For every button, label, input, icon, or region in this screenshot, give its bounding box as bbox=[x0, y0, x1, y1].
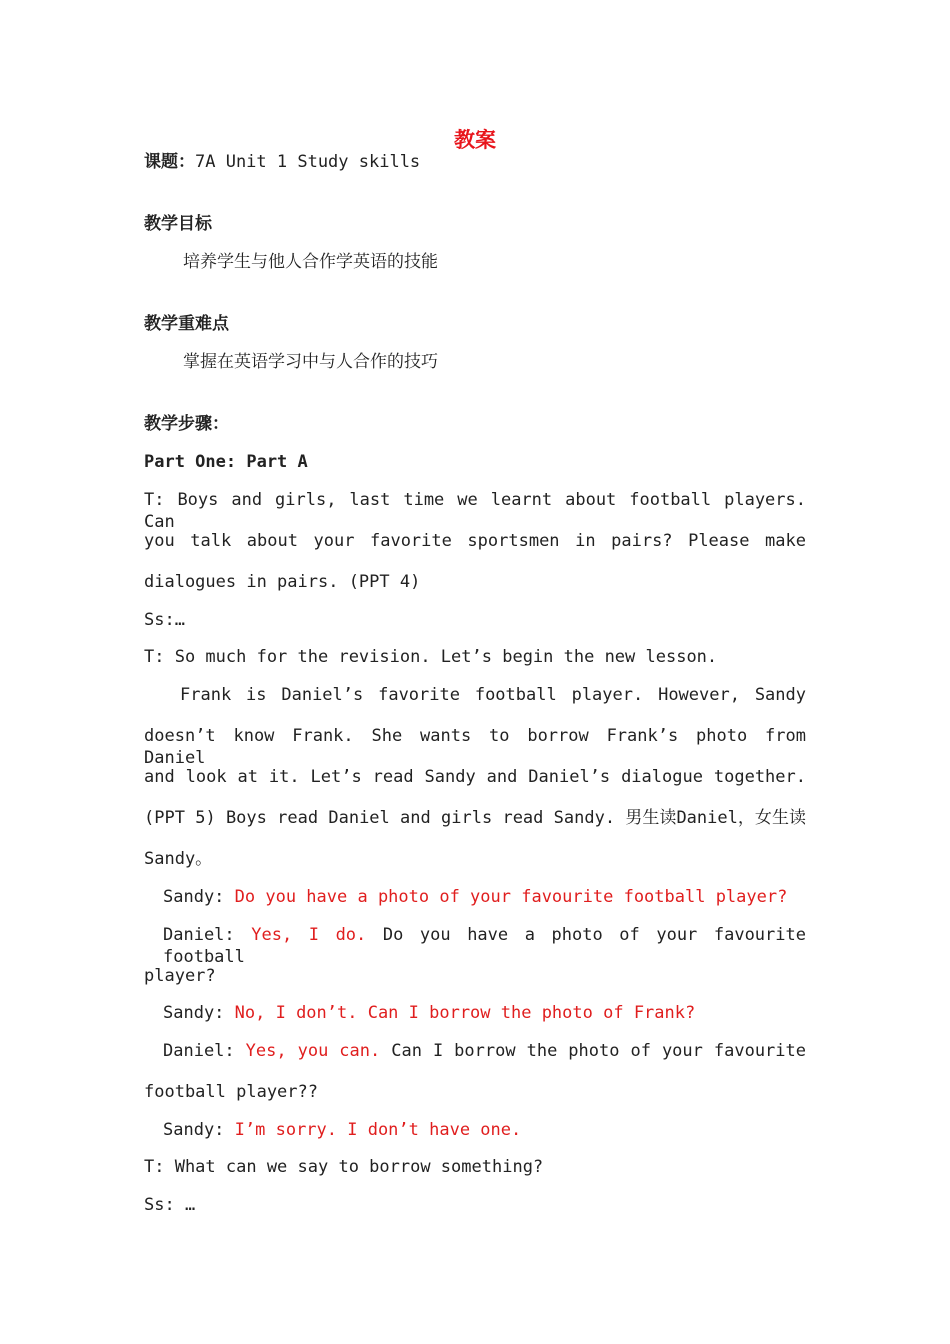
dialogue-speaker: Daniel: bbox=[163, 1041, 246, 1061]
students-response-2: Ss: … bbox=[144, 1195, 196, 1215]
dialogue-line-2-cont: player? bbox=[144, 966, 216, 986]
part-one-heading: Part One: Part A bbox=[144, 452, 308, 472]
dialogue-red-text: Yes, I do. bbox=[251, 925, 367, 945]
dialogue-red-text: Yes, you can. bbox=[245, 1041, 381, 1061]
story-line-4: (PPT 5) Boys read Daniel and girls read Sandy. 男生读Daniel，女生读 bbox=[144, 808, 806, 828]
teacher-revision-line: T: So much for the revision. Let’s begin the new lesson. bbox=[144, 647, 718, 667]
story-line-3: and look at it. Let’s read Sandy and Daniel’s dialogue together. bbox=[144, 767, 806, 787]
dialogue-speaker: Sandy: bbox=[163, 1120, 235, 1140]
dialogue-red-text: Do you have a photo of your favourite football player? bbox=[234, 887, 788, 907]
dialogue-line-2 bbox=[163, 924, 806, 968]
keypoints-heading: 教学重难点 bbox=[144, 314, 229, 334]
objectives-heading: 教学目标 bbox=[144, 214, 212, 234]
objectives-text: 培养学生与他人合作学英语的技能 bbox=[183, 252, 438, 272]
dialogue-red-text: No, I don’t. Can I borrow the photo of Frank? bbox=[234, 1003, 696, 1023]
intro-line-3: dialogues in pairs. (PPT 4) bbox=[144, 572, 421, 592]
dialogue-speaker: Sandy: bbox=[163, 1003, 235, 1023]
page-title: 教案 bbox=[454, 128, 496, 152]
topic-value: 7A Unit 1 Study skills bbox=[195, 152, 421, 172]
dialogue-text: Do you have a photo of your favourite football bbox=[163, 925, 806, 967]
story-line-1: Frank is Daniel’s favorite football player. However, Sandy bbox=[180, 685, 806, 705]
dialogue-line-5 bbox=[163, 1119, 521, 1141]
story-line-2: doesn’t know Frank. She wants to borrow Frank’s photo from Daniel bbox=[144, 726, 806, 768]
dialogue-line-1 bbox=[163, 886, 787, 908]
story-line-5: Sandy。 bbox=[144, 849, 213, 869]
dialogue-speaker: Daniel: bbox=[163, 925, 252, 945]
topic-label: 课题： bbox=[144, 152, 195, 172]
intro-line-2: you talk about your favorite sportsmen in pairs? Please make bbox=[144, 531, 806, 551]
steps-heading: 教学步骤： bbox=[144, 414, 229, 434]
topic-line bbox=[144, 151, 420, 173]
teacher-question-line: T: What can we say to borrow something? bbox=[144, 1157, 544, 1177]
dialogue-red-text: I’m sorry. I don’t have one. bbox=[234, 1120, 522, 1140]
dialogue-text: Can I borrow the photo of your favourite bbox=[380, 1041, 806, 1061]
dialogue-line-4-cont: football player?? bbox=[144, 1082, 318, 1102]
intro-line-1: T: Boys and girls, last time we learnt about football players. Can bbox=[144, 490, 806, 532]
keypoints-text: 掌握在英语学习中与人合作的技巧 bbox=[183, 352, 438, 372]
dialogue-speaker: Sandy: bbox=[163, 887, 235, 907]
students-response-1: Ss:… bbox=[144, 610, 185, 630]
dialogue-line-3 bbox=[163, 1002, 695, 1024]
dialogue-line-4 bbox=[163, 1040, 806, 1062]
